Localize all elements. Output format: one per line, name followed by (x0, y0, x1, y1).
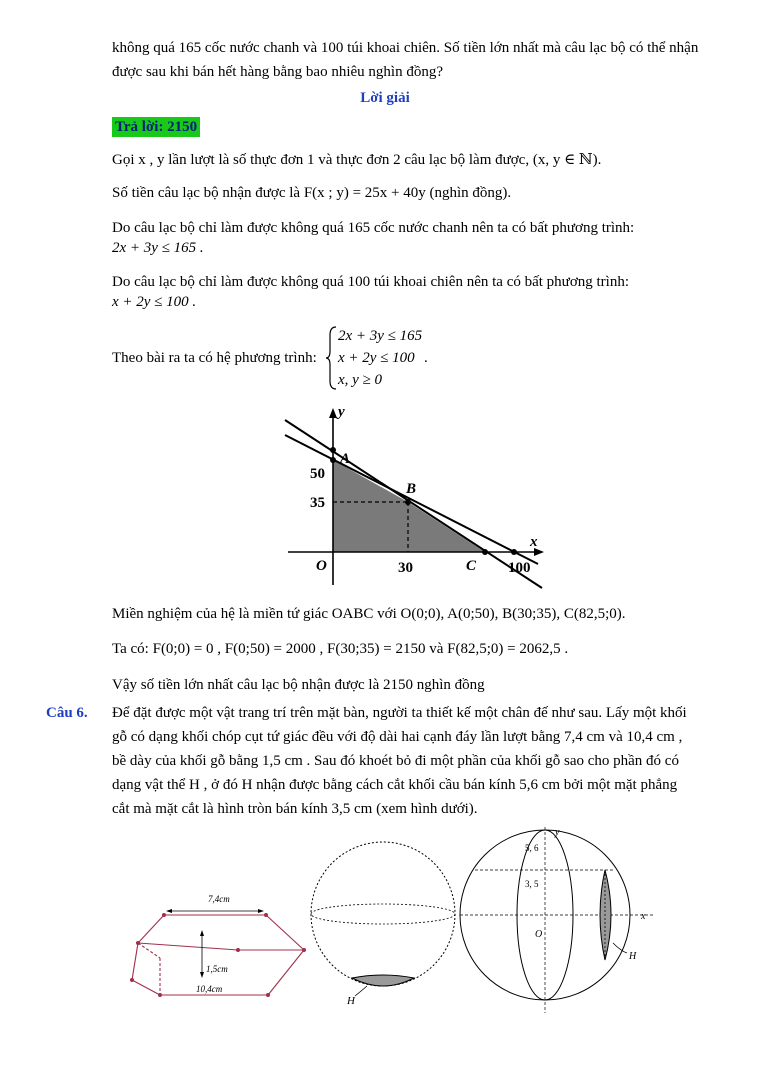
system-dot: . (424, 350, 428, 366)
feasible-region-graph (280, 400, 550, 595)
question-label: Câu 6. (46, 705, 88, 721)
question-line-2: gỗ có dạng khối chóp cụt tứ giác đều với độ dài hai cạnh đáy lần lượt bằng 7,4 cm và 10,4 cm , (112, 729, 683, 745)
y-axis-label: y (338, 404, 345, 420)
sphere-figure (305, 828, 465, 1013)
frustum-height-label: 1,5cm (206, 964, 228, 974)
intro-line-1: không quá 165 cốc nước chanh và 100 túi khoai chiên. Số tiền lớn nhất mà câu lạc bộ có thể nhận (112, 40, 699, 56)
solution-line-3b: 2x + 3y ≤ 165 . (112, 240, 204, 256)
solution-line-8: Vậy số tiền lớn nhất câu lạc bộ nhận được là 2150 nghìn đồng (112, 677, 485, 693)
tick-x-30: 30 (398, 560, 413, 576)
sphere-axes-figure (455, 825, 660, 1015)
solution-line-4b: x + 2y ≤ 100 . (112, 294, 197, 310)
point-b-label: B (406, 481, 417, 497)
system-intro: Theo bài ra ta có hệ phương trình: (112, 350, 317, 366)
frustum-figure (118, 880, 318, 1010)
axes-h-label: H (629, 951, 637, 962)
solution-line-7: Ta có: F(0;0) = 0 , F(0;50) = 2000 , F(30;35) = 2150 và F(82,5;0) = 2062,5 . (112, 641, 569, 657)
point-c-label: C (466, 558, 477, 574)
axis-x-label: x (641, 911, 646, 922)
solution-line-6: Miền nghiệm của hệ là miền tứ giác OABC với O(0;0), A(0;50), B(30;35), C(82,5;0). (112, 606, 626, 622)
question-line-5: cắt mà mặt cắt là hình tròn bán kính 3,5 cm (xem hình dưới). (112, 801, 478, 817)
question-line-4: dạng vật thể H , ở đó H nhận được bằng cách cắt khối cầu bán kính 5,6 cm bởi một mặt phẳng (112, 777, 678, 793)
system-eq-3: x, y ≥ 0 (338, 372, 383, 388)
question-line-3: bề dày của khối gỗ bằng 1,5 cm . Sau đó khoét bỏ đi một phần của khối gỗ sao cho phần đó có (112, 753, 679, 769)
question-line-1: Để đặt được một vật trang trí trên mặt bàn, người ta thiết kế một chân đế như sau. Lấy một khối (112, 705, 687, 721)
radius-35-label: 3, 5 (525, 879, 539, 889)
frustum-top-label: 7,4cm (208, 894, 230, 904)
axis-y-label: y (555, 827, 560, 838)
system-eq-2: x + 2y ≤ 100 (338, 350, 415, 366)
solution-line-1: Gọi x , y lần lượt là số thực đơn 1 và thực đơn 2 câu lạc bộ làm được, (x, y ∈ ℕ). (112, 152, 602, 168)
tick-y-50: 50 (310, 466, 325, 482)
radius-56-label: 5, 6 (525, 843, 539, 853)
solution-line-4a: Do câu lạc bộ chỉ làm được không quá 100 túi khoai chiên nên ta có bất phương trình: (112, 274, 629, 290)
tick-y-35: 35 (310, 495, 325, 511)
feasible-region (333, 460, 485, 552)
intro-line-2: được sau khi bán hết hàng bằng bao nhiêu nghìn đồng? (112, 64, 443, 80)
frustum-bottom-label: 10,4cm (196, 984, 223, 994)
x-axis-label: x (530, 534, 538, 550)
system-brace-icon (326, 325, 338, 391)
system-eq-1: 2x + 3y ≤ 165 (338, 328, 423, 344)
origin-o-label: O (535, 929, 543, 940)
solution-line-2: Số tiền câu lạc bộ nhận được là F(x ; y) = 25x + 40y (nghìn đồng). (112, 185, 512, 201)
answer-badge: Trả lời: 2150 (112, 117, 200, 137)
origin-label: O (316, 558, 327, 574)
sphere-h-label: H (347, 995, 355, 1007)
solution-line-3a: Do câu lạc bộ chỉ làm được không quá 165 cốc nước chanh nên ta có bất phương trình: (112, 220, 635, 236)
solution-title: Lời giải (360, 90, 410, 106)
tick-x-100: 100 (508, 560, 531, 576)
point-a-label: A (340, 451, 351, 467)
